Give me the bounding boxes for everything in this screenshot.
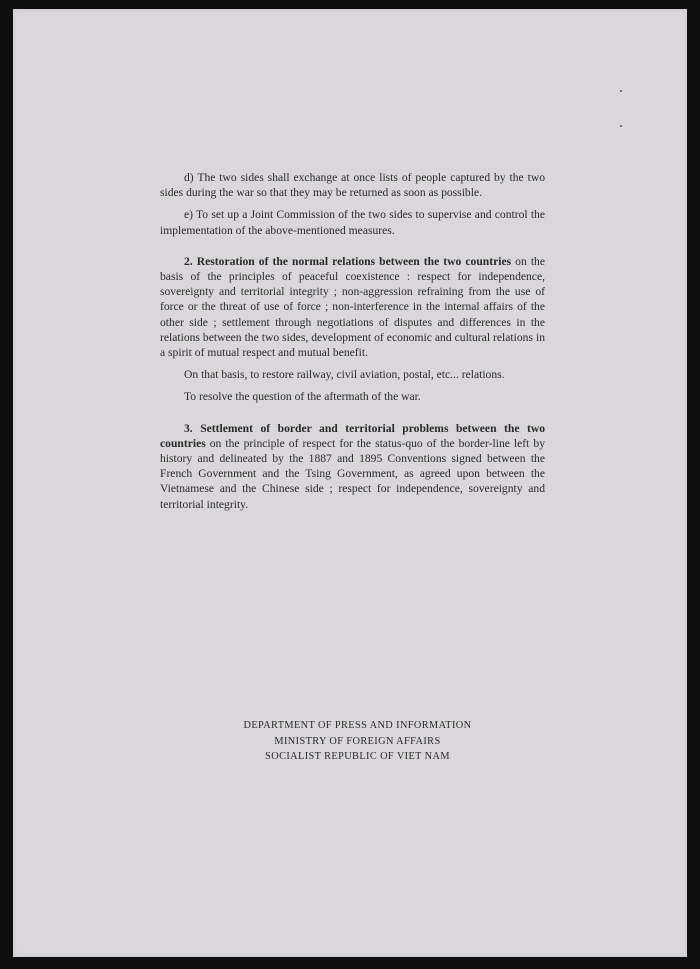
- paragraph-2-text: on the basis of the principles of peaceful coexistence : respect for independence, sovereignty and territorial integrity ; non-aggression refraining from the use of force or the threat of use of force ; non-interference in the internal affairs of the other side ; settlement through negotiations of disputes and differences in the relations between the two sides, development of economic and cultural relations in a spirit of mutual respect and mutual benefit.: [160, 254, 545, 360]
- paragraph-3: [160, 421, 545, 512]
- paragraph-3-heading: 3. Settlement of border and territorial problems between the two countries: [160, 421, 545, 450]
- paragraph-2-heading: 2. Restoration of the normal relations between the two countries: [184, 254, 512, 268]
- paragraph-2: [160, 254, 545, 360]
- paragraph-3-text: on the principle of respect for the status-quo of the border-line left by history and delineated by the 1887 and 1895 Conventions signed between the French Government and the Tsing Government, as agreed upon between the Vietnamese and the Chinese side ; respect for independence, sovereignty and territorial integrity.: [160, 436, 545, 511]
- document-body: [160, 170, 545, 519]
- issuer-department: DEPARTMENT OF PRESS AND INFORMATION: [243, 720, 472, 731]
- paragraph-aftermath: To resolve the question of the aftermath of the war.: [184, 390, 421, 404]
- issuer-ministry: MINISTRY OF FOREIGN AFFAIRS: [274, 735, 441, 747]
- issuer-country: SOCIALIST REPUBLIC OF VIET NAM: [265, 751, 450, 762]
- paper-speck: [620, 125, 622, 127]
- paragraph-d: d) The two sides shall exchange at once lists of people captured by the two sides during the war so that they may be returned as soon as possible.: [160, 171, 545, 200]
- paragraph-basis: On that basis, to restore railway, civil aviation, postal, etc... relations.: [184, 368, 505, 382]
- issuer-block: [160, 718, 555, 765]
- paper-speck: [620, 90, 622, 92]
- paragraph-e: e) To set up a Joint Commission of the two sides to supervise and control the implementation of the above-mentioned measures.: [160, 208, 545, 237]
